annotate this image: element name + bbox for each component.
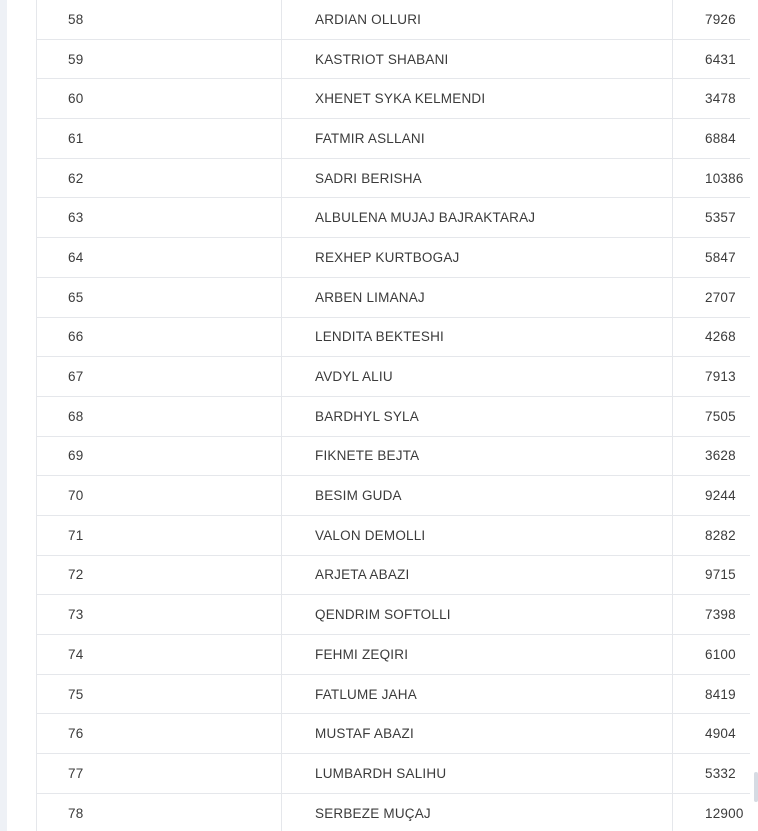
candidate-name-cell: REXHEP KURTBOGAJ xyxy=(282,238,673,278)
table-row xyxy=(37,436,751,476)
candidate-name-cell: QENDRIM SOFTOLLI xyxy=(282,595,673,635)
candidate-name-cell: XHENET SYKA KELMENDI xyxy=(282,79,673,119)
row-number-cell: 65 xyxy=(37,277,282,317)
table-row xyxy=(37,674,751,714)
candidate-name-cell: VALON DEMOLLI xyxy=(282,515,673,555)
table-row xyxy=(37,39,751,79)
results-table-container[interactable] xyxy=(36,0,750,831)
table-row xyxy=(37,555,751,595)
votes-cell: 7505 xyxy=(673,396,751,436)
candidate-name-cell: MUSTAF ABAZI xyxy=(282,714,673,754)
votes-cell: 3628 xyxy=(673,436,751,476)
table-row xyxy=(37,79,751,119)
votes-cell: 9244 xyxy=(673,476,751,516)
candidate-name-cell: FIKNETE BEJTA xyxy=(282,436,673,476)
votes-cell: 5332 xyxy=(673,754,751,794)
row-number-cell: 70 xyxy=(37,476,282,516)
votes-cell: 6884 xyxy=(673,119,751,159)
candidate-name-cell: ARDIAN OLLURI xyxy=(282,0,673,39)
row-number-cell: 64 xyxy=(37,238,282,278)
candidate-name-cell: BESIM GUDA xyxy=(282,476,673,516)
row-number-cell: 59 xyxy=(37,39,282,79)
candidate-name-cell: SERBEZE MUÇAJ xyxy=(282,793,673,831)
table-row xyxy=(37,357,751,397)
candidate-name-cell: BARDHYL SYLA xyxy=(282,396,673,436)
candidate-name-cell: ARBEN LIMANAJ xyxy=(282,277,673,317)
table-row xyxy=(37,277,751,317)
row-number-cell: 61 xyxy=(37,119,282,159)
scrollbar-thumb[interactable] xyxy=(754,772,758,802)
table-row xyxy=(37,476,751,516)
left-gutter xyxy=(0,0,7,831)
row-number-cell: 78 xyxy=(37,793,282,831)
votes-cell: 3478 xyxy=(673,79,751,119)
table-row xyxy=(37,515,751,555)
votes-cell: 6431 xyxy=(673,39,751,79)
candidate-name-cell: FEHMI ZEQIRI xyxy=(282,635,673,675)
votes-cell: 9715 xyxy=(673,555,751,595)
row-number-cell: 67 xyxy=(37,357,282,397)
row-number-cell: 74 xyxy=(37,635,282,675)
candidate-name-cell: ARJETA ABAZI xyxy=(282,555,673,595)
candidate-name-cell: FATMIR ASLLANI xyxy=(282,119,673,159)
votes-cell: 12900 xyxy=(673,793,751,831)
table-row xyxy=(37,238,751,278)
candidate-name-cell: KASTRIOT SHABANI xyxy=(282,39,673,79)
row-number-cell: 73 xyxy=(37,595,282,635)
row-number-cell: 66 xyxy=(37,317,282,357)
votes-cell: 7926 xyxy=(673,0,751,39)
row-number-cell: 58 xyxy=(37,0,282,39)
table-row xyxy=(37,754,751,794)
table-row xyxy=(37,793,751,831)
votes-cell: 5357 xyxy=(673,198,751,238)
table-row xyxy=(37,198,751,238)
row-number-cell: 75 xyxy=(37,674,282,714)
candidate-name-cell: AVDYL ALIU xyxy=(282,357,673,397)
table-row xyxy=(37,714,751,754)
votes-cell: 7913 xyxy=(673,357,751,397)
votes-cell: 2707 xyxy=(673,277,751,317)
row-number-cell: 72 xyxy=(37,555,282,595)
row-number-cell: 62 xyxy=(37,158,282,198)
votes-cell: 7398 xyxy=(673,595,751,635)
votes-cell: 6100 xyxy=(673,635,751,675)
candidate-name-cell: LUMBARDH SALIHU xyxy=(282,754,673,794)
table-row xyxy=(37,158,751,198)
votes-cell: 10386 xyxy=(673,158,751,198)
votes-cell: 8419 xyxy=(673,674,751,714)
row-number-cell: 68 xyxy=(37,396,282,436)
table-row xyxy=(37,0,751,39)
table-row xyxy=(37,396,751,436)
table-row xyxy=(37,635,751,675)
row-number-cell: 76 xyxy=(37,714,282,754)
row-number-cell: 63 xyxy=(37,198,282,238)
table-row xyxy=(37,317,751,357)
table-row xyxy=(37,119,751,159)
table-row xyxy=(37,595,751,635)
results-table-body xyxy=(37,0,751,831)
candidate-name-cell: SADRI BERISHA xyxy=(282,158,673,198)
row-number-cell: 71 xyxy=(37,515,282,555)
row-number-cell: 77 xyxy=(37,754,282,794)
votes-cell: 4904 xyxy=(673,714,751,754)
row-number-cell: 69 xyxy=(37,436,282,476)
candidate-name-cell: FATLUME JAHA xyxy=(282,674,673,714)
candidate-name-cell: ALBULENA MUJAJ BAJRAKTARAJ xyxy=(282,198,673,238)
row-number-cell: 60 xyxy=(37,79,282,119)
candidate-name-cell: LENDITA BEKTESHI xyxy=(282,317,673,357)
votes-cell: 8282 xyxy=(673,515,751,555)
votes-cell: 5847 xyxy=(673,238,751,278)
results-table xyxy=(36,0,750,831)
votes-cell: 4268 xyxy=(673,317,751,357)
